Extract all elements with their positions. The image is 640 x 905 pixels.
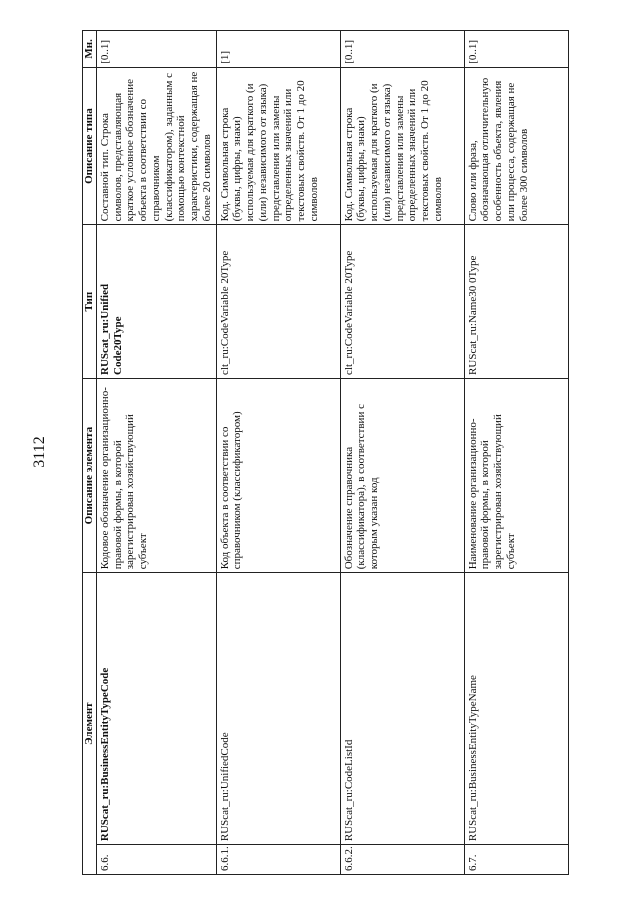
element-description: Обозначение справочника (классификатора), в соответствии с которым указан код [340, 378, 464, 572]
header-multiplicity: Мн. [83, 31, 97, 68]
element-name: RUScat_ru:BusinessEntityTypeCode [96, 573, 216, 845]
row-number: 6.7. [464, 845, 568, 875]
header-type: Тип [83, 225, 97, 379]
row-number: 6.6.1. [216, 845, 340, 875]
type-name: RUScat_ru:Name30 0Type [464, 225, 568, 379]
header-element: Элемент [83, 573, 97, 875]
type-name: clt_ru:CodeVariable 20Type [216, 225, 340, 379]
element-description: Кодовое обозначение организационно-правовой формы, в которой зарегистрирован хозяйствующий субъект [96, 378, 216, 572]
spec-table [82, 30, 569, 875]
element-name: RUScat_ru:BusinessEntityTypeName [464, 573, 568, 845]
type-name: RUScat_ru:Unified Code20Type [96, 225, 216, 379]
type-description: Код. Символьная строка (буквы, цифры, знаки) используемая для краткого (и (или) независимого от языка) представления или замены определенных значений или текстовых свойств. От 1 до 20 символов [216, 67, 340, 225]
multiplicity: [0..1] [96, 31, 216, 68]
table-row [340, 31, 464, 875]
page-number: 3112 [31, 436, 48, 468]
element-description: Код объекта в соответствии со справочником (классификатором) [216, 378, 340, 572]
header-element-description: Описание элемента [83, 378, 97, 572]
element-name: RUScat_ru:UnifiedCode [216, 573, 340, 845]
multiplicity: [0..1] [464, 31, 568, 68]
row-number: 6.6. [96, 845, 216, 875]
multiplicity: [1] [216, 31, 340, 68]
type-description: Составной тип. Строка символов, представляющая краткое условное обозначение объекта в соответствии со справочником (классификатором), заданным с помощью контекстной характеристики, содержащая не более 20 символов [96, 67, 216, 225]
type-name: clt_ru:CodeVariable 20Type [340, 225, 464, 379]
header-type-description: Описание типа [83, 67, 97, 225]
type-description: Код. Символьная строка (буквы, цифры, знаки) используемая для краткого (и (или) независимого от языка) представления или замены определенных значений или текстовых свойств. От 1 до 20 символов [340, 67, 464, 225]
element-name: RUScat_ru:CodeListId [340, 573, 464, 845]
table-row [464, 31, 568, 875]
table-row [216, 31, 340, 875]
multiplicity: [0..1] [340, 31, 464, 68]
element-description: Наименование организационно-правовой формы, в которой зарегистрирован хозяйствующий субъект [464, 378, 568, 572]
rotated-table-container [82, 30, 613, 875]
table-header-row [83, 31, 97, 875]
row-number: 6.6.2. [340, 845, 464, 875]
type-description: Слово или фраза, обозначающая отличительную особенность объекта, явления или процесса, содержащая не более 300 символов [464, 67, 568, 225]
table-row [96, 31, 216, 875]
